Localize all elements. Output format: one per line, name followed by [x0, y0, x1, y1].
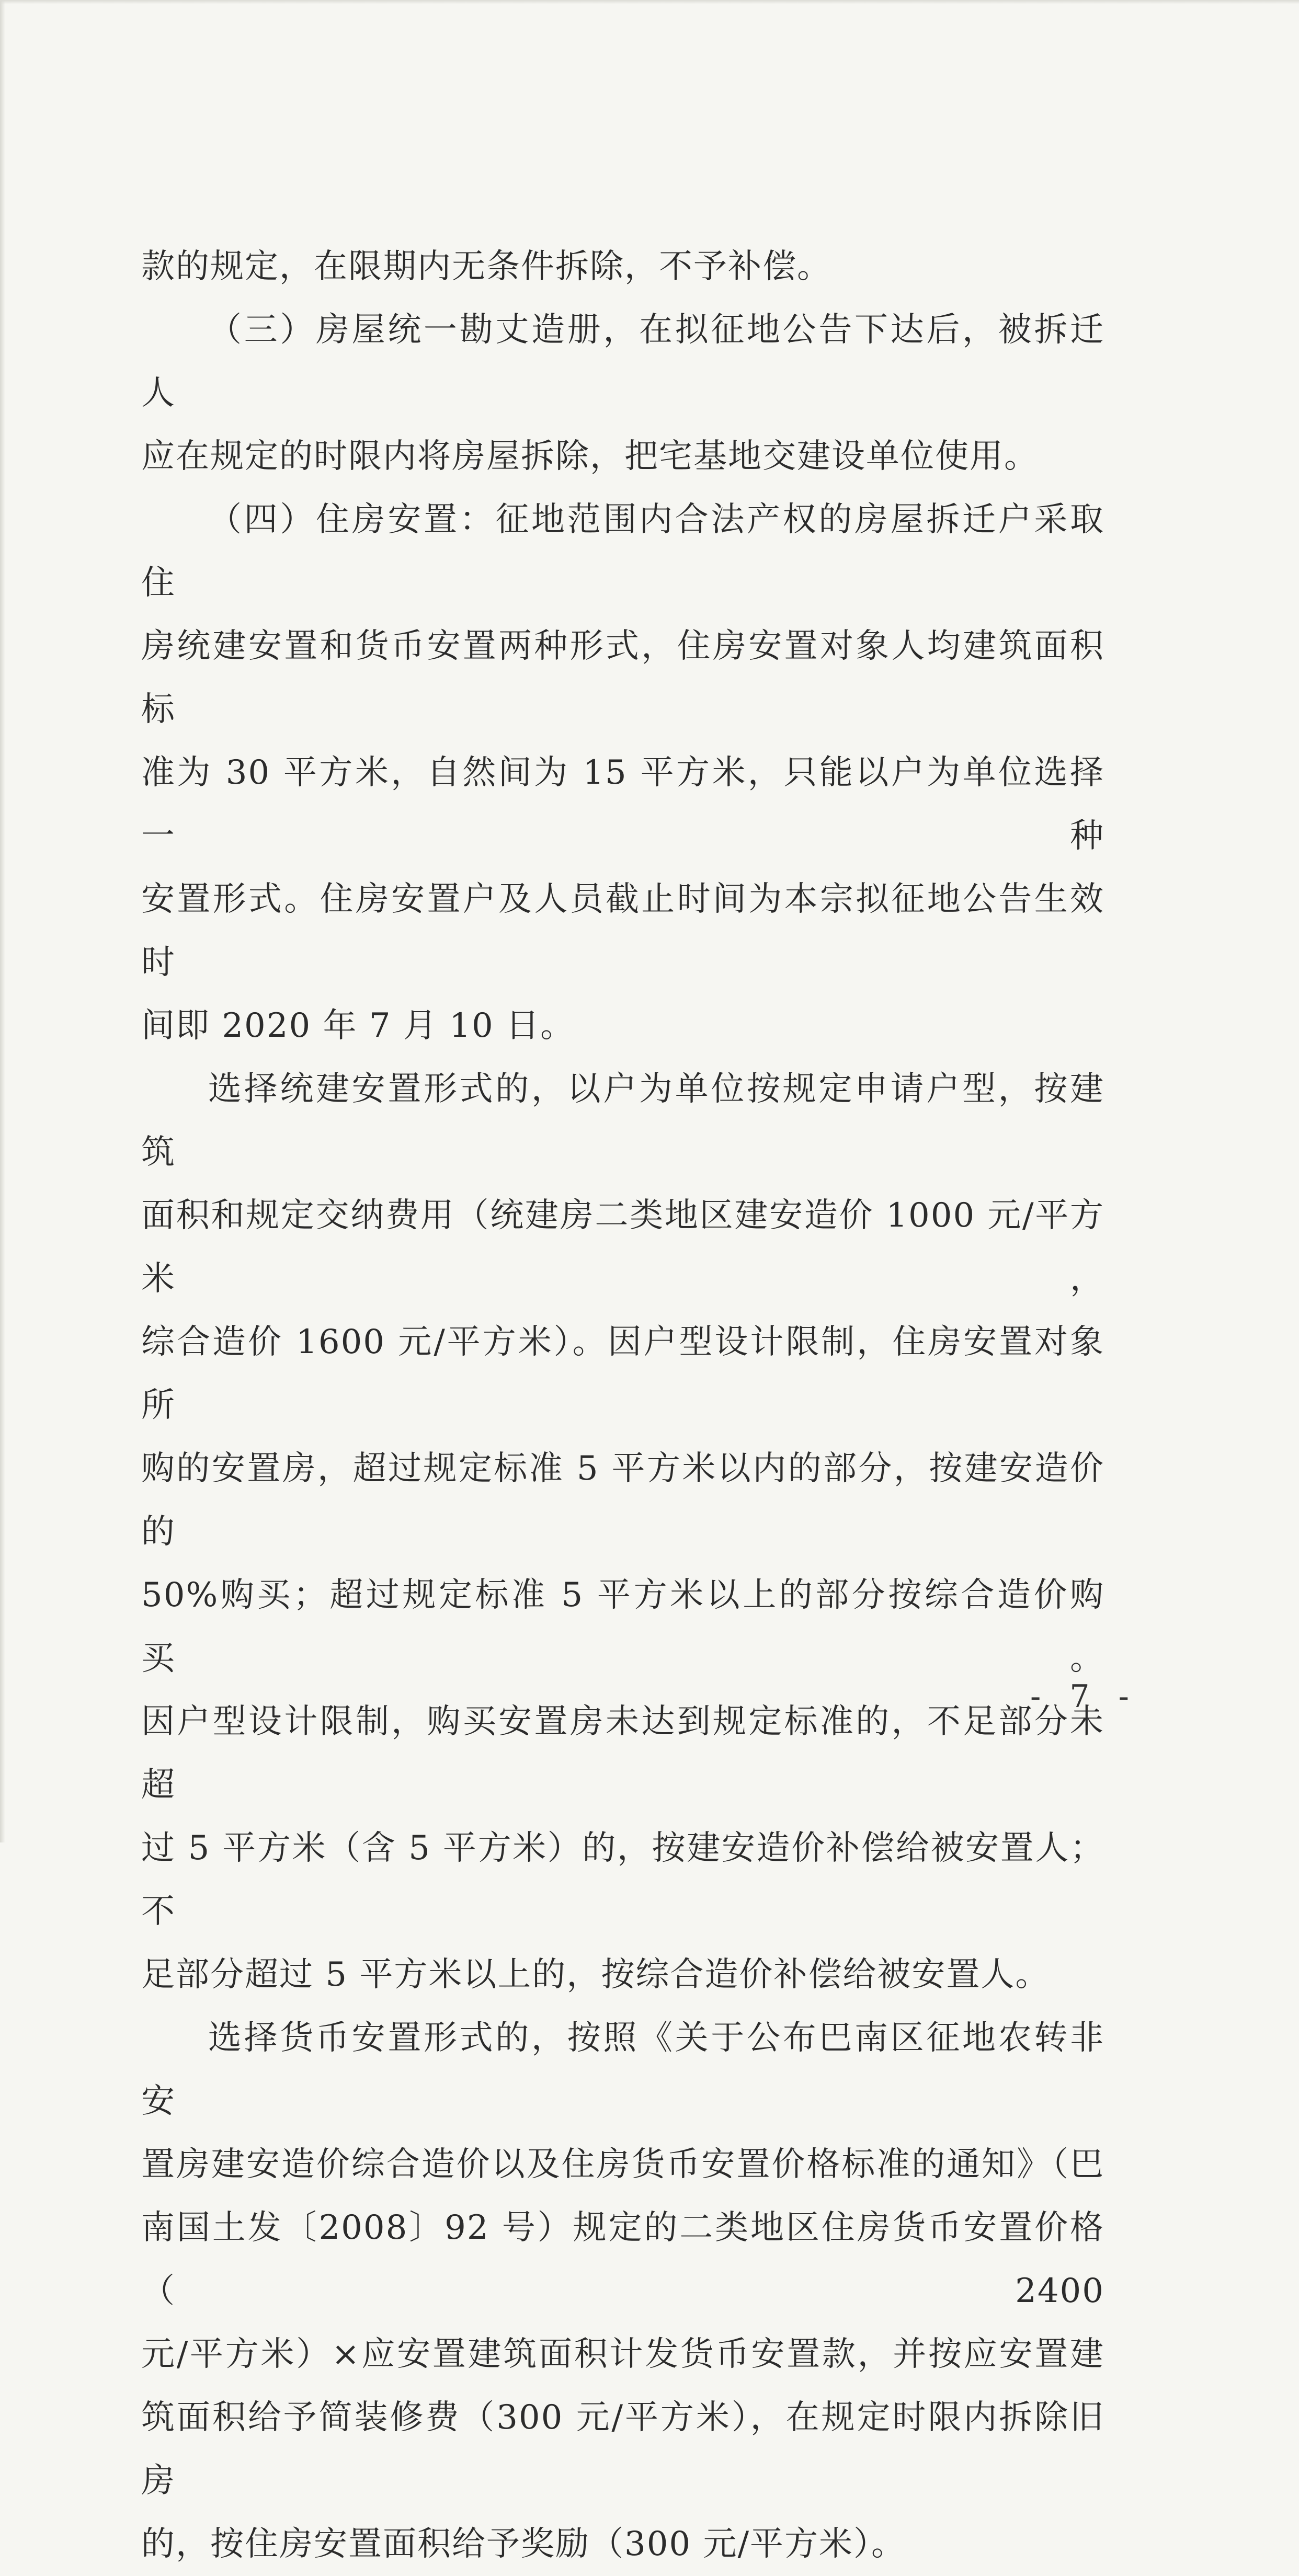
body-line: 应在规定的时限内将房屋拆除，把宅基地交建设单位使用。	[141, 437, 1039, 476]
body-line: 选择统建安置形式的，以户为单位按规定申请户型，按建筑	[141, 1070, 1104, 1172]
body-line: 置房建安造价综合造价以及住房货币安置价格标准的通知》（巴	[141, 2145, 1104, 2184]
body-line: 因户型设计限制，购买安置房未达到规定标准的，不足部分未超	[141, 1702, 1104, 1804]
body-line: 间即 2020 年 7 月 10 日。	[141, 1006, 575, 1045]
body-line: 南国土发〔2008〕92 号）规定的二类地区住房货币安置价格（2400	[141, 2208, 1104, 2310]
page-number: - 7 -	[1030, 1678, 1138, 1715]
body-line: 的，按住房安置面积给予奖励（300 元/平方米）。	[141, 2525, 906, 2563]
scan-edge-shadow	[0, 0, 5, 1842]
body-line: 选择货币安置形式的，按照《关于公布巴南区征地农转非安	[141, 2019, 1104, 2121]
body-line: 款的规定，在限期内无条件拆除，不予补偿。	[141, 247, 831, 286]
body-line: 50%购买；超过规定标准 5 平方米以上的部分按综合造价购买。	[141, 1576, 1104, 1678]
document-body	[141, 235, 1104, 2576]
body-line: （四）住房安置：征地范围内合法产权的房屋拆迁户采取住	[141, 500, 1104, 602]
body-line: 筑面积给予简装修费（300 元/平方米），在规定时限内拆除旧房	[141, 2398, 1104, 2500]
body-line: 过 5 平方米（含 5 平方米）的，按建安造价补偿给被安置人；不	[141, 1829, 1104, 1931]
body-line: 足部分超过 5 平方米以上的，按综合造价补偿给被安置人。	[141, 1955, 1050, 1994]
body-line: 准为 30 平方米，自然间为 15 平方米，只能以户为单位选择一种	[141, 753, 1104, 855]
body-line: 安置形式。住房安置户及人员截止时间为本宗拟征地公告生效时	[141, 880, 1104, 982]
body-line: 面积和规定交纳费用（统建房二类地区建安造价 1000 元/平方米，	[141, 1196, 1104, 1298]
body-line: （三）房屋统一勘丈造册，在拟征地公告下达后，被拆迁人	[141, 311, 1104, 413]
body-line: 综合造价 1600 元/平方米）。因户型设计限制，住房安置对象所	[141, 1323, 1104, 1425]
body-line: 房统建安置和货币安置两种形式，住房安置对象人均建筑面积标	[141, 627, 1104, 729]
body-line: 元/平方米）×应安置建筑面积计发货币安置款，并按应安置建	[141, 2335, 1104, 2374]
body-line: 购的安置房，超过规定标准 5 平方米以内的部分，按建安造价的	[141, 1449, 1104, 1551]
scan-edge-shadow-top	[0, 0, 1299, 4]
